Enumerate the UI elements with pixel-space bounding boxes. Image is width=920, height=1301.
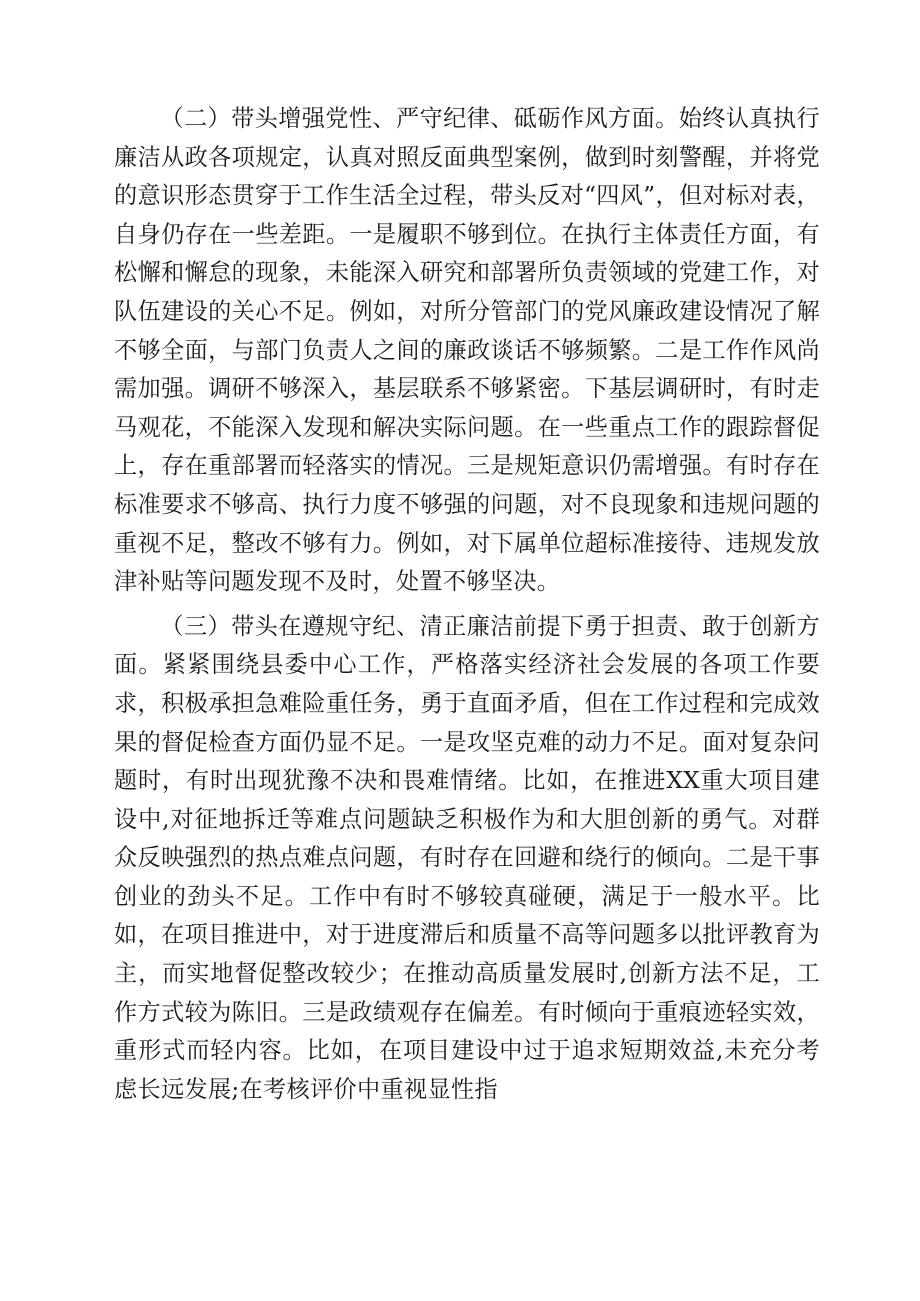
paragraph-three: （三）带头在遵规守纪、清正廉洁前提下勇于担责、敢于创新方面。紧紧围绕县委中心工作，严格落实经济社会发展的各项工作要求，积极承担急难险重任务，勇于直面矛盾，但在工作过程和完成效果的督促检查方面仍显不足。一是攻坚克难的动力不足。面对复杂问题时，有时出现犹豫不决和畏难情绪。比如，在推进XX重大项目建设中,对征地拆迁等难点问题缺乏积极作为和大胆创新的勇气。对群众反映强烈的热点难点问题，有时存在回避和绕行的倾向。二是干事创业的劲头不足。工作中有时不够较真碰硬，满足于一般水平。比如，在项目推进中，对于进度滞后和质量不高等问题多以批评教育为主，而实地督促整改较少；在推动高质量发展时,创新方法不足，工作方式较为陈旧。三是政绩观存在偏差。有时倾向于重痕迹轻实效，重形式而轻内容。比如，在项目建设中过于追求短期效益,未充分考虑长远发展;在考核评价中重视显性指	[114, 612, 820, 1103]
paragraph-two: （二）带头增强党性、严守纪律、砥砺作风方面。始终认真执行廉洁从政各项规定，认真对照反面典型案例，做到时刻警醒，并将党的意识形态贯穿于工作生活全过程，带头反对“四风”，但对标对表，自身仍存在一些差距。一是履职不够到位。在执行主体责任方面，有松懈和懈怠的现象，未能深入研究和部署所负责领域的党建工作，对队伍建设的关心不足。例如，对所分管部门的党风廉政建设情况了解不够全面，与部门负责人之间的廉政谈话不够频繁。二是工作作风尚需加强。调研不够深入，基层联系不够紧密。下基层调研时，有时走马观花，不能深入发现和解决实际问题。在一些重点工作的跟踪督促上，存在重部署而轻落实的情况。三是规矩意识仍需增强。有时存在标准要求不够高、执行力度不够强的问题，对不良现象和违规问题的重视不足，整改不够有力。例如，对下属单位超标准接待、违规发放津补贴等问题发现不及时，处置不够坚决。	[114, 105, 820, 596]
document-body	[114, 100, 820, 1115]
